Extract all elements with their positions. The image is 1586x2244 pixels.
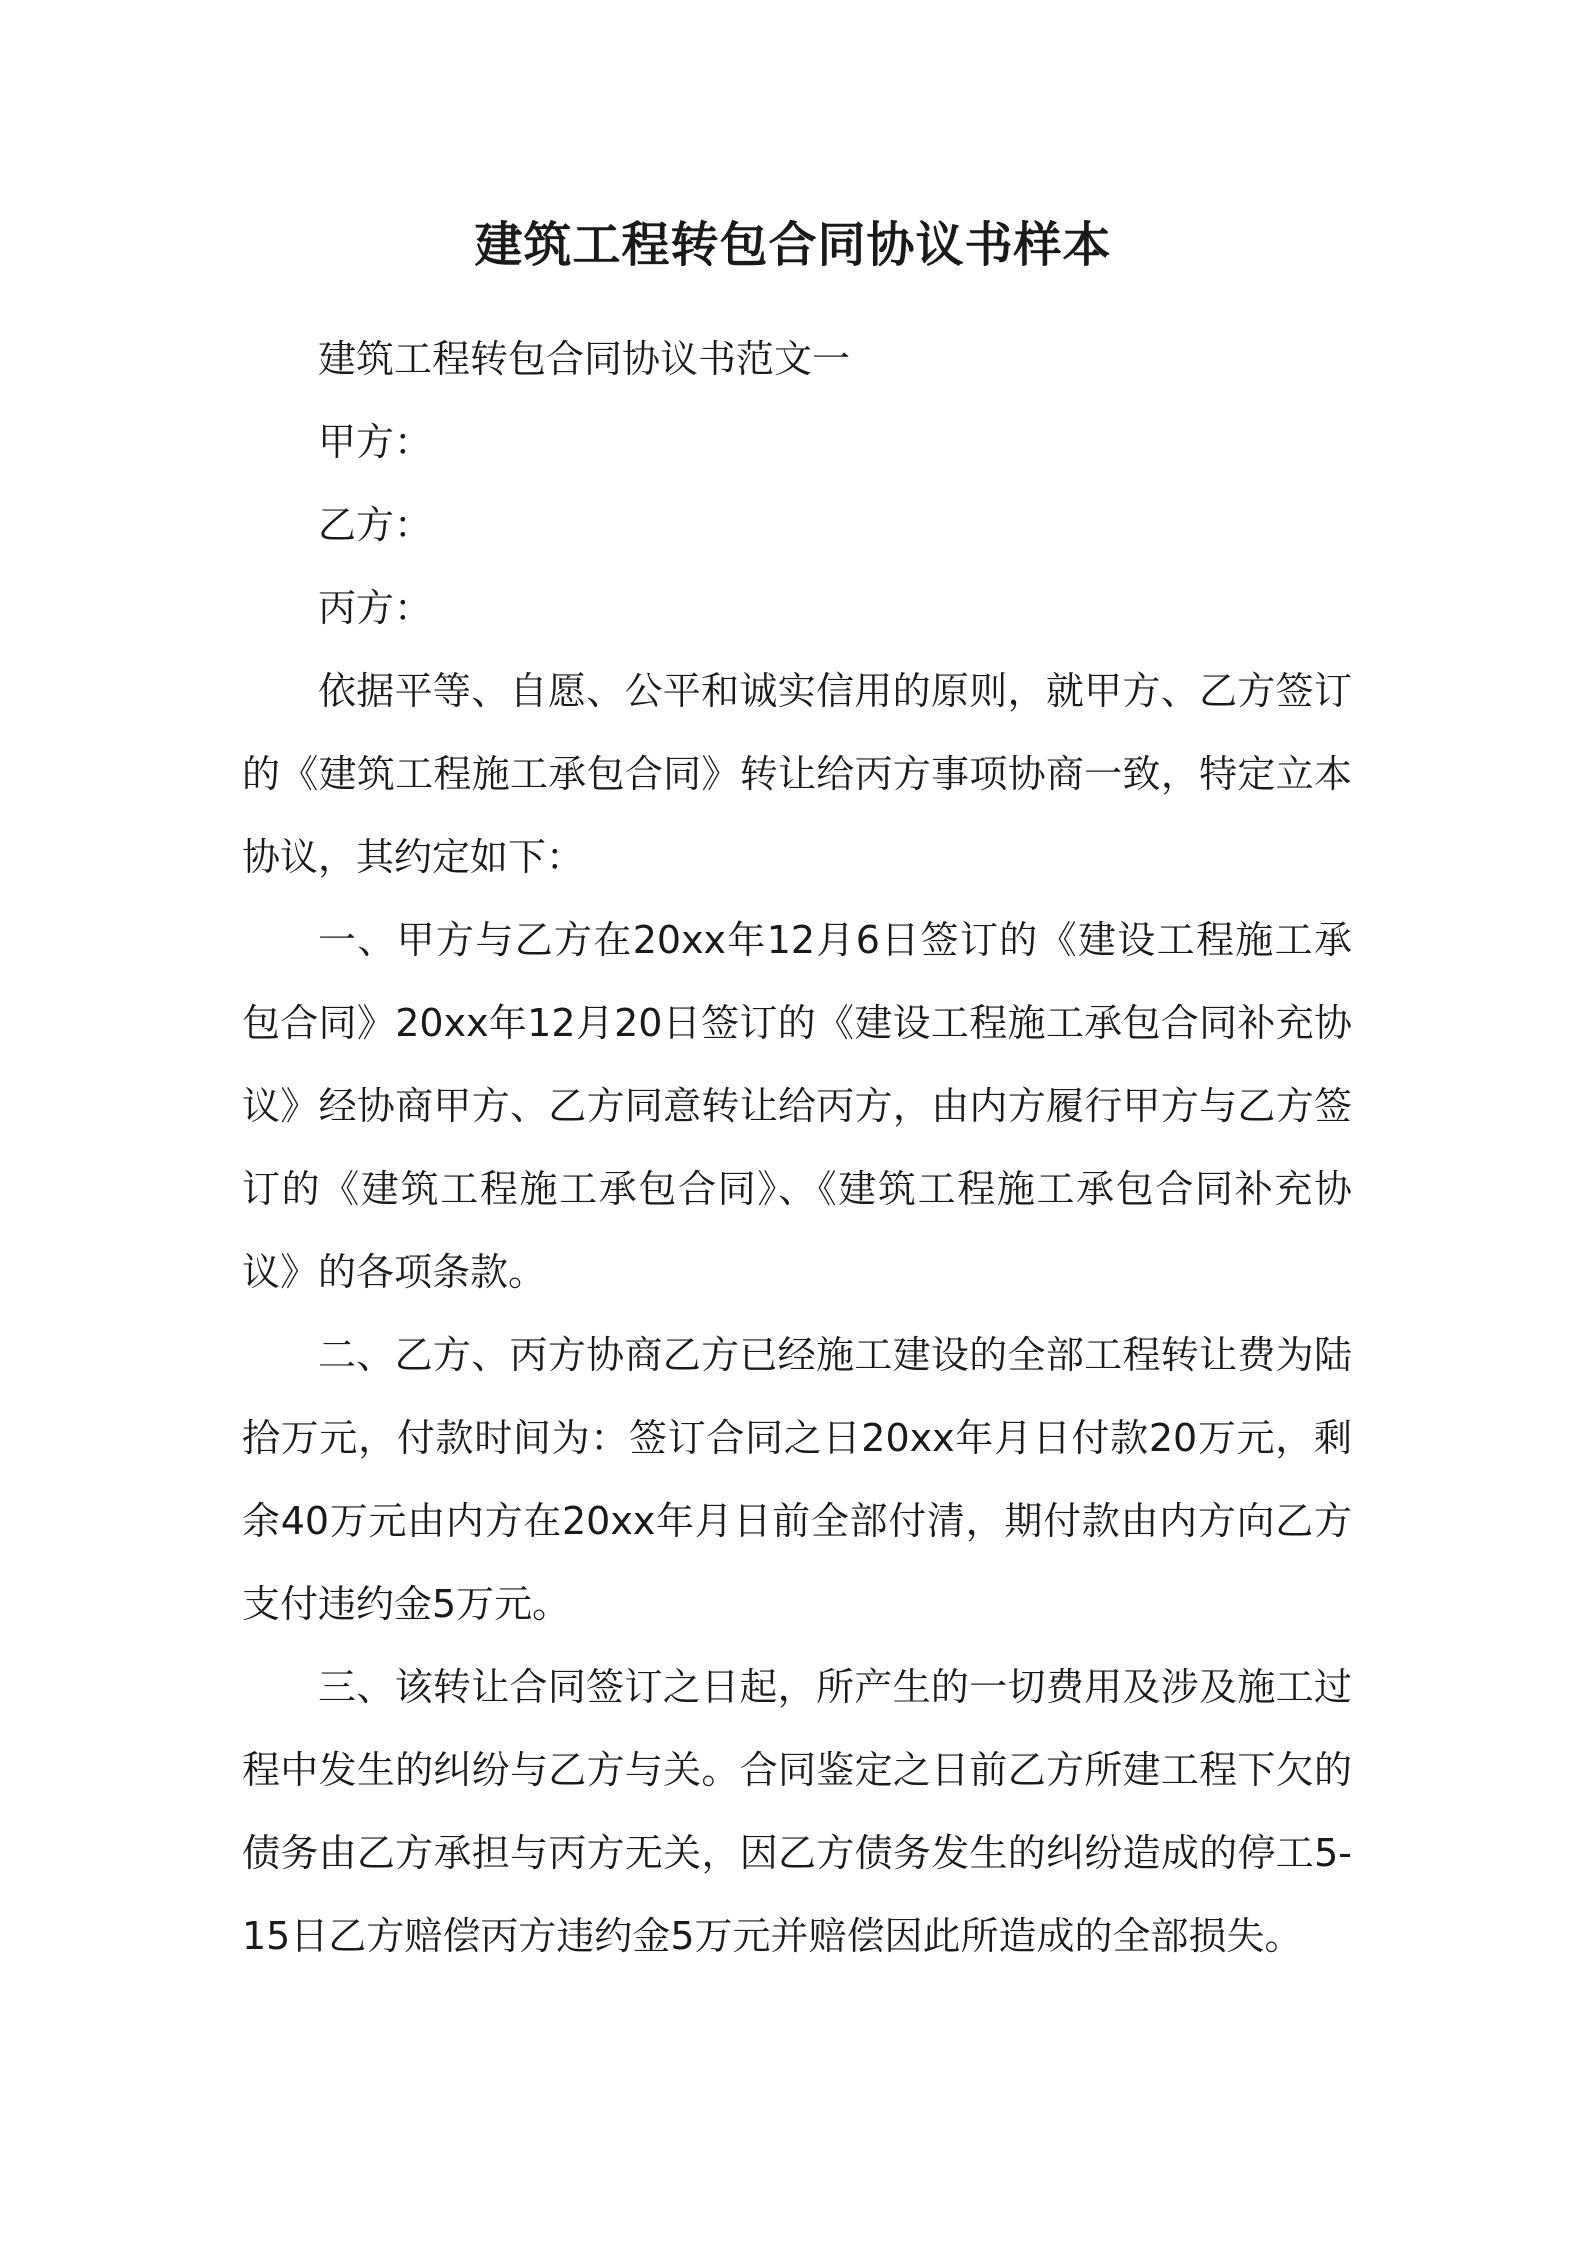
document-body bbox=[242, 318, 1352, 1978]
paragraph-clause-2: 二、乙方、丙方协商乙方已经施工建设的全部工程转让费为陆拾万元，付款时间为：签订合同之日20xx年月日付款20万元，剩余40万元由内方在20xx年月日前全部付清，期付款由内方向乙方支付违约金5万元。 bbox=[242, 1333, 1352, 1626]
document-title: 建筑工程转包合同协议书样本 bbox=[474, 217, 1112, 273]
paragraph-clause-3: 三、该转让合同签订之日起，所产生的一切费用及涉及施工过程中发生的纠纷与乙方与关。合同鉴定之日前乙方所建工程下欠的债务由乙方承担与丙方无关，因乙方债务发生的纠纷造成的停工5-15日乙方赔偿丙方违约金5万元并赔偿因此所造成的全部损失。 bbox=[242, 1665, 1352, 1958]
paragraph-party-c: 丙方： bbox=[318, 586, 433, 630]
paragraph-party-a: 甲方： bbox=[318, 420, 433, 464]
paragraph-party-b: 乙方： bbox=[318, 503, 433, 547]
paragraph-subtitle: 建筑工程转包合同协议书范文一 bbox=[318, 337, 851, 381]
paragraph-clause-1: 一、甲方与乙方在20xx年12月6日签订的《建设工程施工承包合同》20xx年12月20日签订的《建设工程施工承包合同补充协议》经协商甲方、乙方同意转让给丙方，由内方履行甲方与乙方签订的《建筑工程施工承包合同》、《建筑工程施工承包合同补充协议》的各项条款。 bbox=[242, 918, 1352, 1294]
paragraph-preamble: 依据平等、自愿、公平和诚实信用的原则，就甲方、乙方签订的《建筑工程施工承包合同》转让给丙方事项协商一致，特定立本协议，其约定如下： bbox=[242, 669, 1352, 879]
